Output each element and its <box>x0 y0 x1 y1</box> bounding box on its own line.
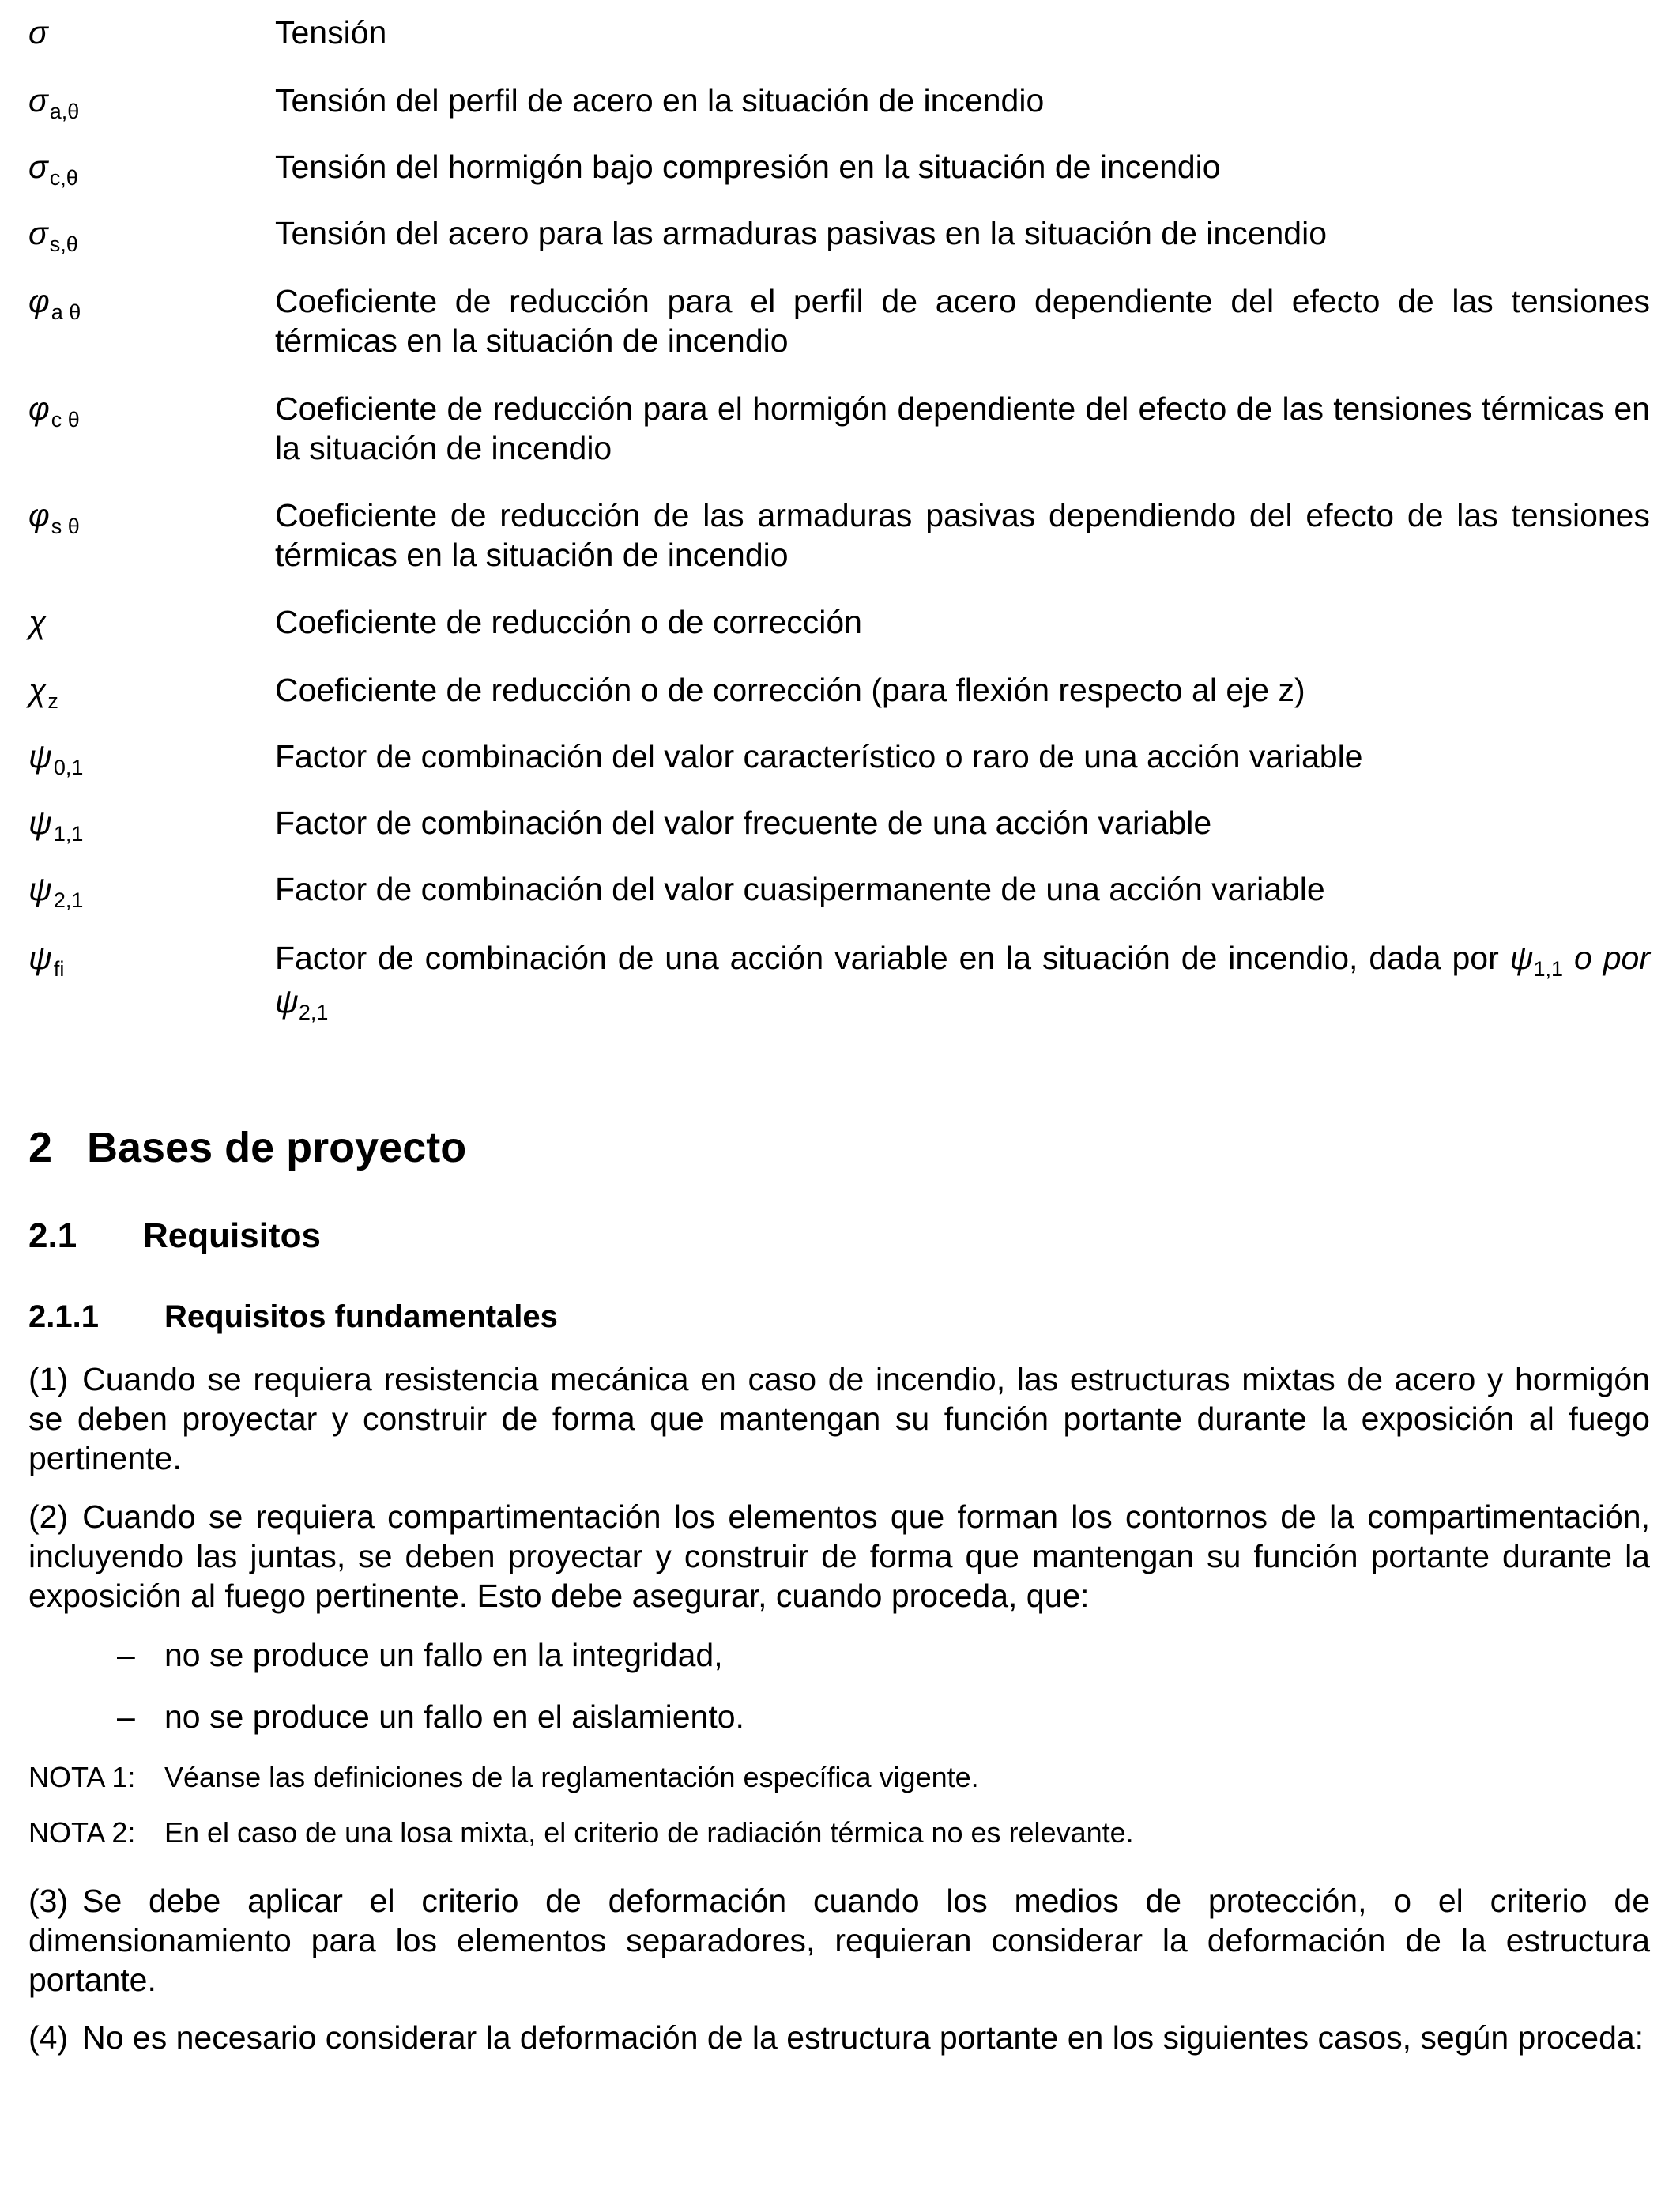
symbol: $\psi_{0,1}$ <box>28 738 84 779</box>
subsection-heading: 2.1 Requisitos <box>28 1216 321 1255</box>
paragraph-number: (3) <box>28 1883 69 1919</box>
dash-bullet: – <box>117 1698 135 1735</box>
subsubsection-heading: 2.1.1 Requisitos fundamentales <box>28 1299 558 1334</box>
symbol: σ <box>28 14 48 51</box>
symbol: $\psi_{2,1}$ <box>28 871 84 912</box>
paragraph-number: (1) <box>28 1361 69 1397</box>
symbol-description: Factor de combinación de una acción variable en la situación de incendio, dada por $\psi_{1,1}$ o por $\psi_{2,1}$ <box>275 940 1650 1024</box>
symbol: $\psi_{1,1}$ <box>28 805 84 846</box>
symbol: $\sigma_{s,\theta}$ <box>28 215 78 256</box>
symbol-description: Tensión del acero para las armaduras pasivas en la situación de incendio <box>275 215 1328 251</box>
symbol: $\varphi_{a \theta}$ <box>28 283 81 324</box>
paragraph: (3) Se debe aplicar el criterio de deformación cuando los medios de protección, o el criterio de dimensionamiento para los elementos separadores, requieran considerar la deformación de la estructura portante. <box>28 1883 1650 1998</box>
symbol-description: Coeficiente de reducción de las armaduras pasivas dependiendo del efecto de las tensiones térmicas en la situación de incendio <box>275 497 1650 573</box>
paragraph: (1) Cuando se requiera resistencia mecánica en caso de incendio, las estructuras mixtas de acero y hormigón se deben proyectar y construir de forma que mantengan su función portante durante la exposición al fuego pertinente. <box>28 1361 1650 1476</box>
symbol: $\chi_z$ <box>28 672 58 713</box>
symbol-description: Tensión <box>275 14 387 51</box>
paragraph-number: (2) <box>28 1498 69 1535</box>
list-item: – no se produce un fallo en la integridad, <box>117 1637 723 1673</box>
symbol-description: Coeficiente de reducción o de corrección (para flexión respecto al eje z) <box>275 672 1305 708</box>
symbol: $\varphi_{c \theta}$ <box>28 390 80 432</box>
note: NOTA 2: En el caso de una losa mixta, el criterio de radiación térmica no es relevante. <box>28 1815 1134 1851</box>
list-item: – no se produce un fallo en el aislamiento. <box>117 1698 744 1735</box>
paragraph: (4) No es necesario considerar la deformación de la estructura portante en los siguientes casos, según proceda: <box>28 2019 1644 2056</box>
symbol: $\sigma_{c,\theta}$ <box>28 149 78 190</box>
paragraph-number: (4) <box>28 2019 69 2056</box>
note-label: NOTA 1: <box>28 1761 136 1793</box>
symbol: $\varphi_{s \theta}$ <box>28 497 80 538</box>
symbol-description: Tensión del hormigón bajo compresión en la situación de incendio <box>275 149 1221 185</box>
symbol: $\psi_{fi}$ <box>28 940 65 981</box>
note-label: NOTA 2: <box>28 1816 136 1849</box>
symbol-description: Factor de combinación del valor frecuente de una acción variable <box>275 805 1212 841</box>
symbol-description: Tensión del perfil de acero en la situación de incendio <box>275 82 1045 119</box>
symbol: $\sigma_{a,\theta}$ <box>28 82 80 123</box>
symbol-description: Factor de combinación del valor cuasipermanente de una acción variable <box>275 871 1325 907</box>
symbol-description: Coeficiente de reducción o de corrección <box>275 604 862 640</box>
symbol-description: Coeficiente de reducción para el perfil de acero dependiente del efecto de las tensiones térmicas en la situación de incendio <box>275 283 1650 359</box>
paragraph: (2) Cuando se requiera compartimentación los elementos que forman los contornos de la compartimentación, incluyendo las juntas, se deben proyectar y construir de forma que mantengan su función portante durante la exposición al fuego pertinente. Esto debe asegurar, cuando proceda, que: <box>28 1498 1650 1614</box>
dash-bullet: – <box>117 1637 135 1673</box>
section-heading: 2 Bases de proyecto <box>28 1124 467 1171</box>
note: NOTA 1: Véanse las definiciones de la reglamentación específica vigente. <box>28 1759 979 1796</box>
symbol: χ <box>28 604 47 640</box>
symbol-description: Coeficiente de reducción para el hormigón dependiente del efecto de las tensiones térmicas en la situación de incendio <box>275 390 1650 466</box>
symbol-description: Factor de combinación del valor característico o raro de una acción variable <box>275 738 1363 775</box>
